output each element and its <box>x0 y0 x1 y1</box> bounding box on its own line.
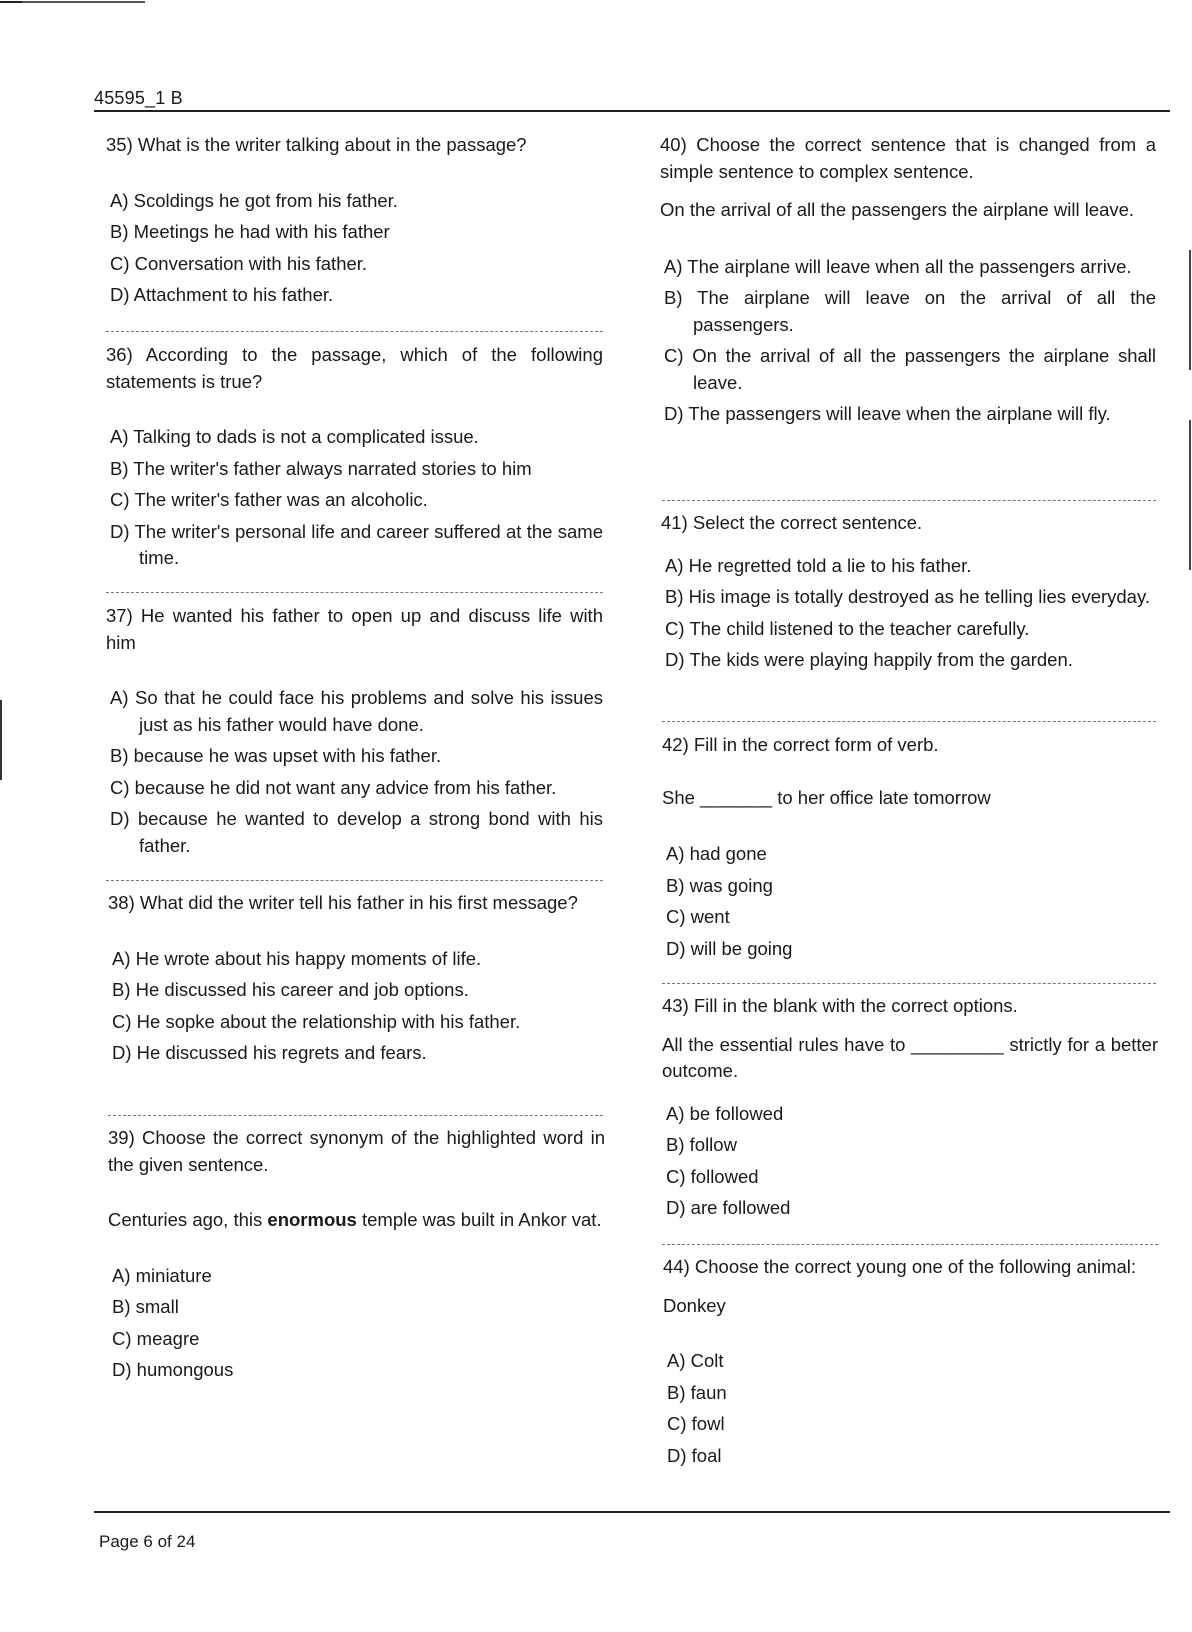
answer-option[interactable]: B) His image is totally destroyed as he telling lies everyday. <box>665 586 1150 607</box>
question-43 <box>662 993 1158 1227</box>
question-separator <box>662 1244 1158 1245</box>
answer-option[interactable]: A) Colt <box>667 1350 724 1371</box>
answer-option[interactable]: B) small <box>112 1296 179 1317</box>
answer-option[interactable]: A) The airplane will leave when all the passengers arrive. <box>664 255 1132 277</box>
question-39 <box>108 1125 605 1389</box>
question-sentence <box>108 1207 605 1234</box>
scan-edge-mark <box>0 700 2 780</box>
answer-option[interactable]: D) will be going <box>666 937 793 959</box>
answer-option[interactable]: B) He discussed his career and job options. <box>112 979 469 1000</box>
answer-option[interactable]: D) He discussed his regrets and fears. <box>112 1042 427 1063</box>
answer-option[interactable]: C) The writer's father was an alcoholic. <box>110 489 428 510</box>
answer-option[interactable]: C) On the arrival of all the passengers the airplane shall leave. <box>664 345 1156 393</box>
question-stem: 41) Select the correct sentence. <box>661 512 923 533</box>
scan-corner-mark <box>0 1 145 3</box>
answer-option[interactable]: C) The child listened to the teacher carefully. <box>665 617 1030 639</box>
answer-option[interactable]: B) The writer's father always narrated stories to him <box>110 457 532 479</box>
question-separator <box>106 592 603 593</box>
question-sentence: All the essential rules have to _________ strictly for a better outcome. <box>662 1033 1158 1081</box>
answer-option[interactable]: C) fowl <box>667 1413 725 1434</box>
answer-option[interactable]: C) meagre <box>112 1327 200 1349</box>
question-separator <box>108 1115 603 1116</box>
answer-option[interactable]: A) had gone <box>666 843 767 864</box>
question-41 <box>661 510 1156 679</box>
question-sentence: On the arrival of all the passengers the airplane will leave. <box>660 199 1135 220</box>
scan-edge-mark-right <box>1189 420 1191 570</box>
header-rule <box>94 110 1170 112</box>
question-35 <box>106 132 603 314</box>
answer-option[interactable]: D) are followed <box>666 1197 791 1218</box>
answer-option[interactable]: B) because he was upset with his father. <box>110 745 442 766</box>
answer-option[interactable]: D) because he wanted to develop a strong bond with his father. <box>110 808 603 856</box>
question-stem: 40) Choose the correct sentence that is changed from a simple sentence to complex sentence. <box>660 134 1156 182</box>
sentence-start: Centuries ago, this <box>108 1209 268 1230</box>
answer-option[interactable]: D) The writer's personal life and career suffered at the same time. <box>110 520 603 568</box>
question-separator <box>662 983 1156 984</box>
sentence-end: temple was built in Ankor vat. <box>356 1209 602 1230</box>
question-stem: 37) He wanted his father to open up and discuss life with him <box>106 605 603 653</box>
answer-option[interactable]: A) He regretted told a lie to his father. <box>665 554 972 576</box>
answer-option[interactable]: A) Talking to dads is not a complicated issue. <box>110 426 479 447</box>
answer-option[interactable]: B) The airplane will leave on the arrival of all the passengers. <box>664 287 1156 335</box>
answer-option[interactable]: A) He wrote about his happy moments of life. <box>112 947 482 969</box>
answer-option[interactable]: C) Conversation with his father. <box>110 252 368 274</box>
answer-option[interactable]: A) Scoldings he got from his father. <box>110 189 398 211</box>
question-40 <box>660 132 1156 433</box>
answer-option[interactable]: D) The kids were playing happily from the garden. <box>665 649 1073 670</box>
answer-option[interactable]: B) was going <box>666 874 773 896</box>
scan-edge-mark-right <box>1189 250 1191 370</box>
question-stem: 39) Choose the correct synonym of the highlighted word in the given sentence. <box>108 1127 605 1175</box>
answer-option[interactable]: C) followed <box>666 1165 759 1187</box>
question-44 <box>663 1254 1158 1474</box>
question-stem: 35) What is the writer talking about in the passage? <box>106 134 527 155</box>
question-stem: 38) What did the writer tell his father in his first message? <box>108 892 578 913</box>
question-42 <box>662 732 1156 967</box>
paper-code: 45595_1 B <box>94 88 183 108</box>
question-separator <box>662 721 1156 722</box>
answer-option[interactable]: B) follow <box>666 1134 737 1155</box>
question-38 <box>108 890 603 1072</box>
answer-option[interactable]: A) be followed <box>666 1102 784 1124</box>
question-sentence: Donkey <box>663 1294 726 1316</box>
page-number: Page 6 of 24 <box>99 1532 196 1551</box>
footer-rule <box>94 1511 1170 1513</box>
answer-option[interactable]: D) foal <box>667 1444 722 1466</box>
question-stem: 42) Fill in the correct form of verb. <box>662 734 939 755</box>
answer-option[interactable]: B) Meetings he had with his father <box>110 221 390 242</box>
question-separator <box>106 331 603 332</box>
answer-option[interactable]: B) faun <box>667 1381 727 1403</box>
question-sentence: She _______ to her office late tomorrow <box>662 786 991 808</box>
highlighted-word: enormous <box>267 1209 357 1230</box>
question-stem: 44) Choose the correct young one of the following animal: <box>663 1256 1137 1277</box>
question-separator <box>662 500 1156 501</box>
answer-option[interactable]: A) miniature <box>112 1264 212 1286</box>
question-stem: 43) Fill in the blank with the correct options. <box>662 995 1018 1016</box>
answer-option[interactable]: D) The passengers will leave when the airplane will fly. <box>664 403 1111 424</box>
answer-option[interactable]: C) went <box>666 906 730 927</box>
answer-option[interactable]: C) He sopke about the relationship with his father. <box>112 1010 521 1032</box>
answer-option[interactable]: A) So that he could face his problems and solve his issues just as his father would have done. <box>110 687 603 735</box>
answer-option[interactable]: D) humongous <box>112 1359 234 1380</box>
answer-option[interactable]: D) Attachment to his father. <box>110 284 334 305</box>
answer-option[interactable]: C) because he did not want any advice from his father. <box>110 776 557 798</box>
question-37 <box>106 603 603 864</box>
question-36 <box>106 342 603 577</box>
question-stem: 36) According to the passage, which of the following statements is true? <box>106 344 603 392</box>
question-separator <box>106 880 603 881</box>
